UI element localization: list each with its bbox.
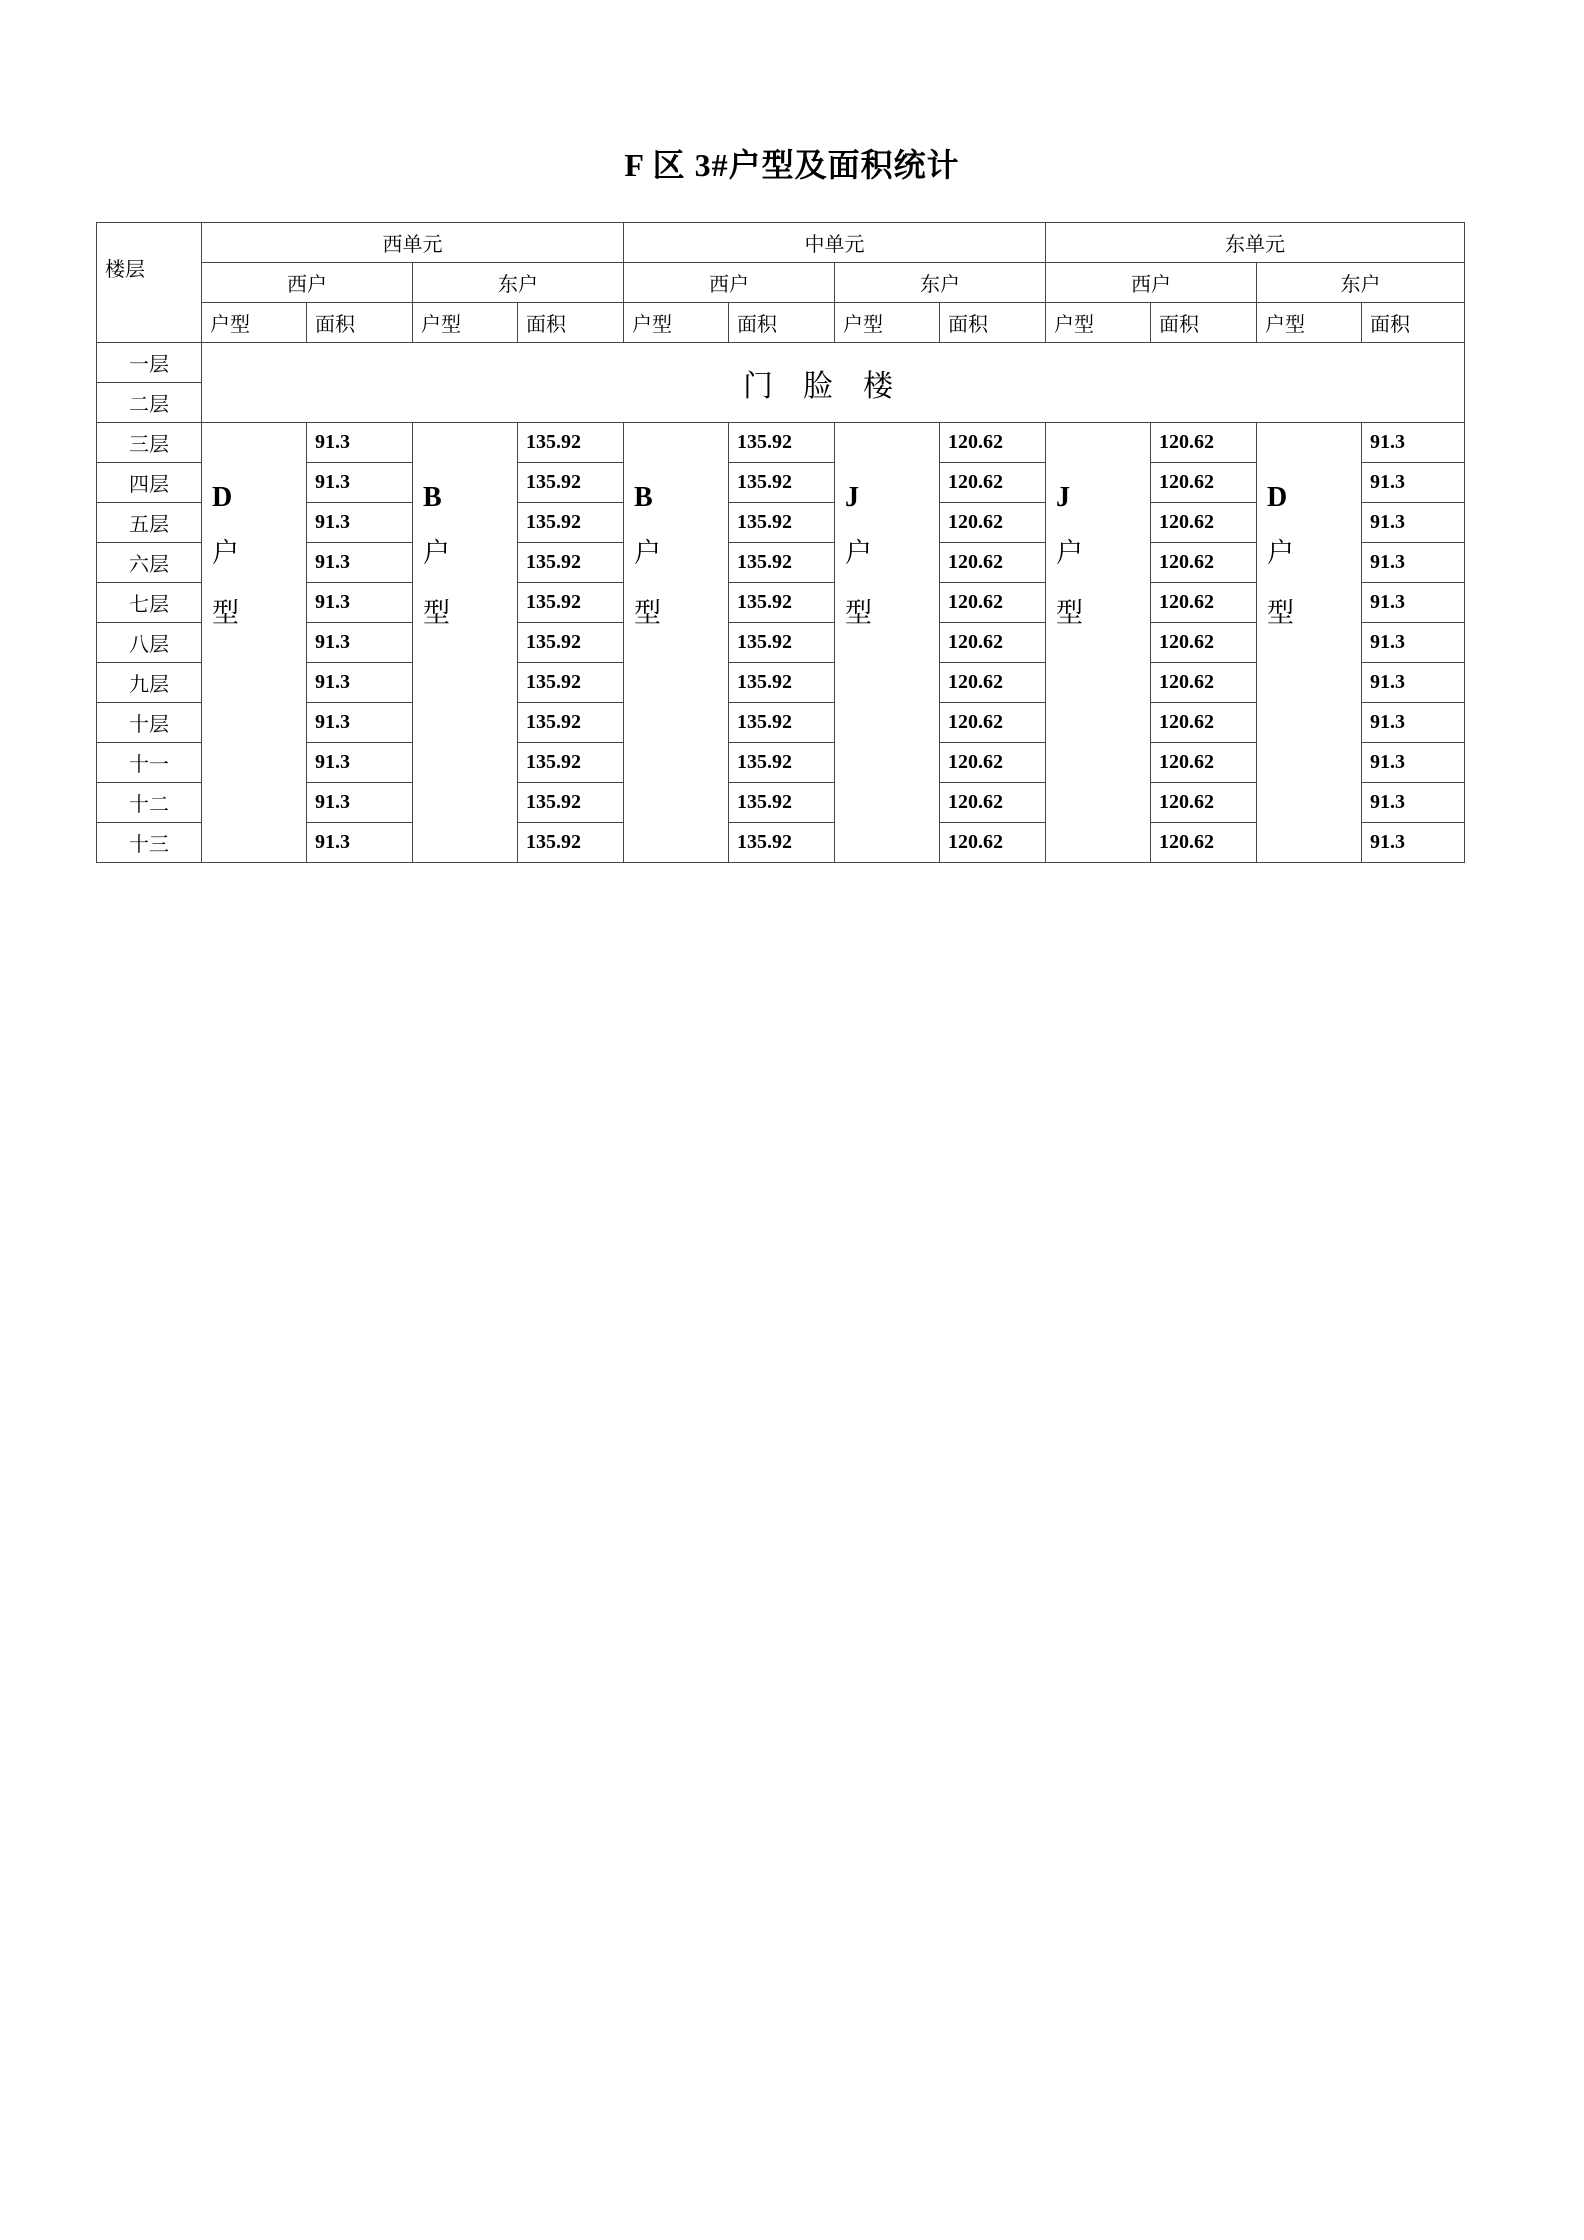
area-value: 135.92: [518, 743, 624, 783]
area-value: 135.92: [729, 583, 835, 623]
area-value: 135.92: [518, 663, 624, 703]
floor-label: 二层: [97, 383, 202, 423]
area-value: 135.92: [729, 743, 835, 783]
unit-header: 东单元: [1046, 223, 1465, 263]
area-column-header: 面积: [729, 303, 835, 343]
floor-label: 九层: [97, 663, 202, 703]
area-value: 120.62: [940, 783, 1046, 823]
header-row-units: [97, 223, 1465, 263]
area-value: 135.92: [729, 423, 835, 463]
area-column-header: 面积: [307, 303, 413, 343]
area-value: 120.62: [1151, 783, 1257, 823]
type-column-header: 户型: [1046, 303, 1151, 343]
area-value: 91.3: [307, 663, 413, 703]
area-value: 91.3: [307, 823, 413, 863]
table-row: [97, 343, 1465, 383]
area-value: 120.62: [1151, 823, 1257, 863]
area-value: 135.92: [518, 463, 624, 503]
area-value: 120.62: [940, 703, 1046, 743]
area-value: 91.3: [307, 543, 413, 583]
household-type-cell: [1046, 423, 1151, 863]
floor-label: 八层: [97, 623, 202, 663]
floor-label: 十三: [97, 823, 202, 863]
area-value: 120.62: [940, 623, 1046, 663]
area-value: 91.3: [1362, 783, 1465, 823]
area-value: 135.92: [729, 623, 835, 663]
facade-label: 门脸楼: [202, 343, 1465, 423]
floor-label: 一层: [97, 343, 202, 383]
household-header: 东户: [1257, 263, 1465, 303]
area-value: 120.62: [940, 663, 1046, 703]
household-header: 西户: [202, 263, 413, 303]
type-column-header: 户型: [202, 303, 307, 343]
table-row: [97, 423, 1465, 463]
household-type-char: 户: [212, 538, 239, 569]
area-column-header: 面积: [1151, 303, 1257, 343]
household-type-char: 型: [634, 598, 661, 629]
area-value: 91.3: [307, 783, 413, 823]
area-value: 135.92: [518, 583, 624, 623]
household-header: 西户: [624, 263, 835, 303]
household-type-cell: [624, 423, 729, 863]
area-value: 135.92: [518, 543, 624, 583]
area-value: 91.3: [307, 703, 413, 743]
floor-label: 三层: [97, 423, 202, 463]
unit-header: 西单元: [202, 223, 624, 263]
household-header: 西户: [1046, 263, 1257, 303]
area-value: 91.3: [307, 503, 413, 543]
household-type-char: 户: [1267, 538, 1294, 569]
header-row-columns: [97, 303, 1465, 343]
household-type-letter: J: [845, 482, 859, 513]
household-type-char: 型: [845, 598, 872, 629]
area-value: 120.62: [1151, 583, 1257, 623]
area-value: 135.92: [518, 783, 624, 823]
area-value: 135.92: [518, 623, 624, 663]
floor-label: 七层: [97, 583, 202, 623]
household-type-char: 户: [634, 538, 661, 569]
area-value: 91.3: [307, 423, 413, 463]
area-value: 135.92: [729, 823, 835, 863]
page-title: F 区 3#户型及面积统计: [624, 147, 960, 183]
area-value: 120.62: [940, 503, 1046, 543]
area-value: 135.92: [729, 543, 835, 583]
table-body: [97, 223, 1465, 863]
area-value: 91.3: [307, 463, 413, 503]
household-type-letter: D: [212, 482, 233, 513]
floor-label: 五层: [97, 503, 202, 543]
area-value: 91.3: [1362, 583, 1465, 623]
floor-label: 六层: [97, 543, 202, 583]
header-row-households: [97, 263, 1465, 303]
area-value: 120.62: [1151, 663, 1257, 703]
household-type-char: 型: [1267, 598, 1294, 629]
type-column-header: 户型: [413, 303, 518, 343]
type-column-header: 户型: [835, 303, 940, 343]
area-value: 91.3: [1362, 623, 1465, 663]
household-type-char: 型: [423, 598, 450, 629]
area-value: 91.3: [1362, 823, 1465, 863]
area-column-header: 面积: [518, 303, 624, 343]
area-statistics-table: [96, 222, 1465, 863]
area-value: 120.62: [1151, 463, 1257, 503]
household-header: 东户: [413, 263, 624, 303]
area-value: 91.3: [1362, 423, 1465, 463]
type-column-header: 户型: [1257, 303, 1362, 343]
area-value: 135.92: [518, 503, 624, 543]
area-value: 91.3: [1362, 743, 1465, 783]
household-type-cell: [835, 423, 940, 863]
area-column-header: 面积: [1362, 303, 1465, 343]
area-value: 91.3: [307, 583, 413, 623]
household-type-letter: D: [1267, 482, 1288, 513]
area-value: 91.3: [1362, 463, 1465, 503]
unit-header: 中单元: [624, 223, 1046, 263]
area-value: 91.3: [1362, 503, 1465, 543]
type-column-header: 户型: [624, 303, 729, 343]
area-value: 120.62: [940, 543, 1046, 583]
area-value: 135.92: [729, 503, 835, 543]
area-value: 135.92: [729, 463, 835, 503]
area-value: 120.62: [1151, 423, 1257, 463]
area-value: 120.62: [940, 583, 1046, 623]
area-value: 91.3: [307, 743, 413, 783]
household-type-char: 型: [1056, 598, 1083, 629]
area-value: 91.3: [1362, 703, 1465, 743]
floor-label: 十一: [97, 743, 202, 783]
household-type-letter: B: [423, 482, 442, 513]
floor-label: 十层: [97, 703, 202, 743]
household-type-char: 户: [1056, 538, 1083, 569]
household-type-char: 户: [423, 538, 450, 569]
household-type-char: 型: [212, 598, 239, 629]
area-value: 135.92: [729, 703, 835, 743]
area-column-header: 面积: [940, 303, 1046, 343]
household-type-cell: [202, 423, 307, 863]
household-type-char: 户: [845, 538, 872, 569]
area-value: 135.92: [518, 823, 624, 863]
area-value: 120.62: [940, 423, 1046, 463]
area-value: 135.92: [729, 783, 835, 823]
floor-label: 十二: [97, 783, 202, 823]
area-value: 120.62: [940, 823, 1046, 863]
area-value: 91.3: [1362, 543, 1465, 583]
floor-label: 四层: [97, 463, 202, 503]
area-value: 91.3: [1362, 663, 1465, 703]
household-type-cell: [413, 423, 518, 863]
household-type-cell: [1257, 423, 1362, 863]
area-value: 135.92: [729, 663, 835, 703]
area-value: 120.62: [1151, 703, 1257, 743]
household-header: 东户: [835, 263, 1046, 303]
area-value: 120.62: [1151, 743, 1257, 783]
area-value: 120.62: [1151, 623, 1257, 663]
area-value: 120.62: [1151, 543, 1257, 583]
area-value: 135.92: [518, 423, 624, 463]
household-type-letter: J: [1056, 482, 1070, 513]
area-value: 91.3: [307, 623, 413, 663]
area-value: 135.92: [518, 703, 624, 743]
area-value: 120.62: [940, 743, 1046, 783]
floor-header: 楼层: [97, 223, 202, 343]
household-type-letter: B: [634, 482, 653, 513]
area-value: 120.62: [1151, 503, 1257, 543]
area-value: 120.62: [940, 463, 1046, 503]
